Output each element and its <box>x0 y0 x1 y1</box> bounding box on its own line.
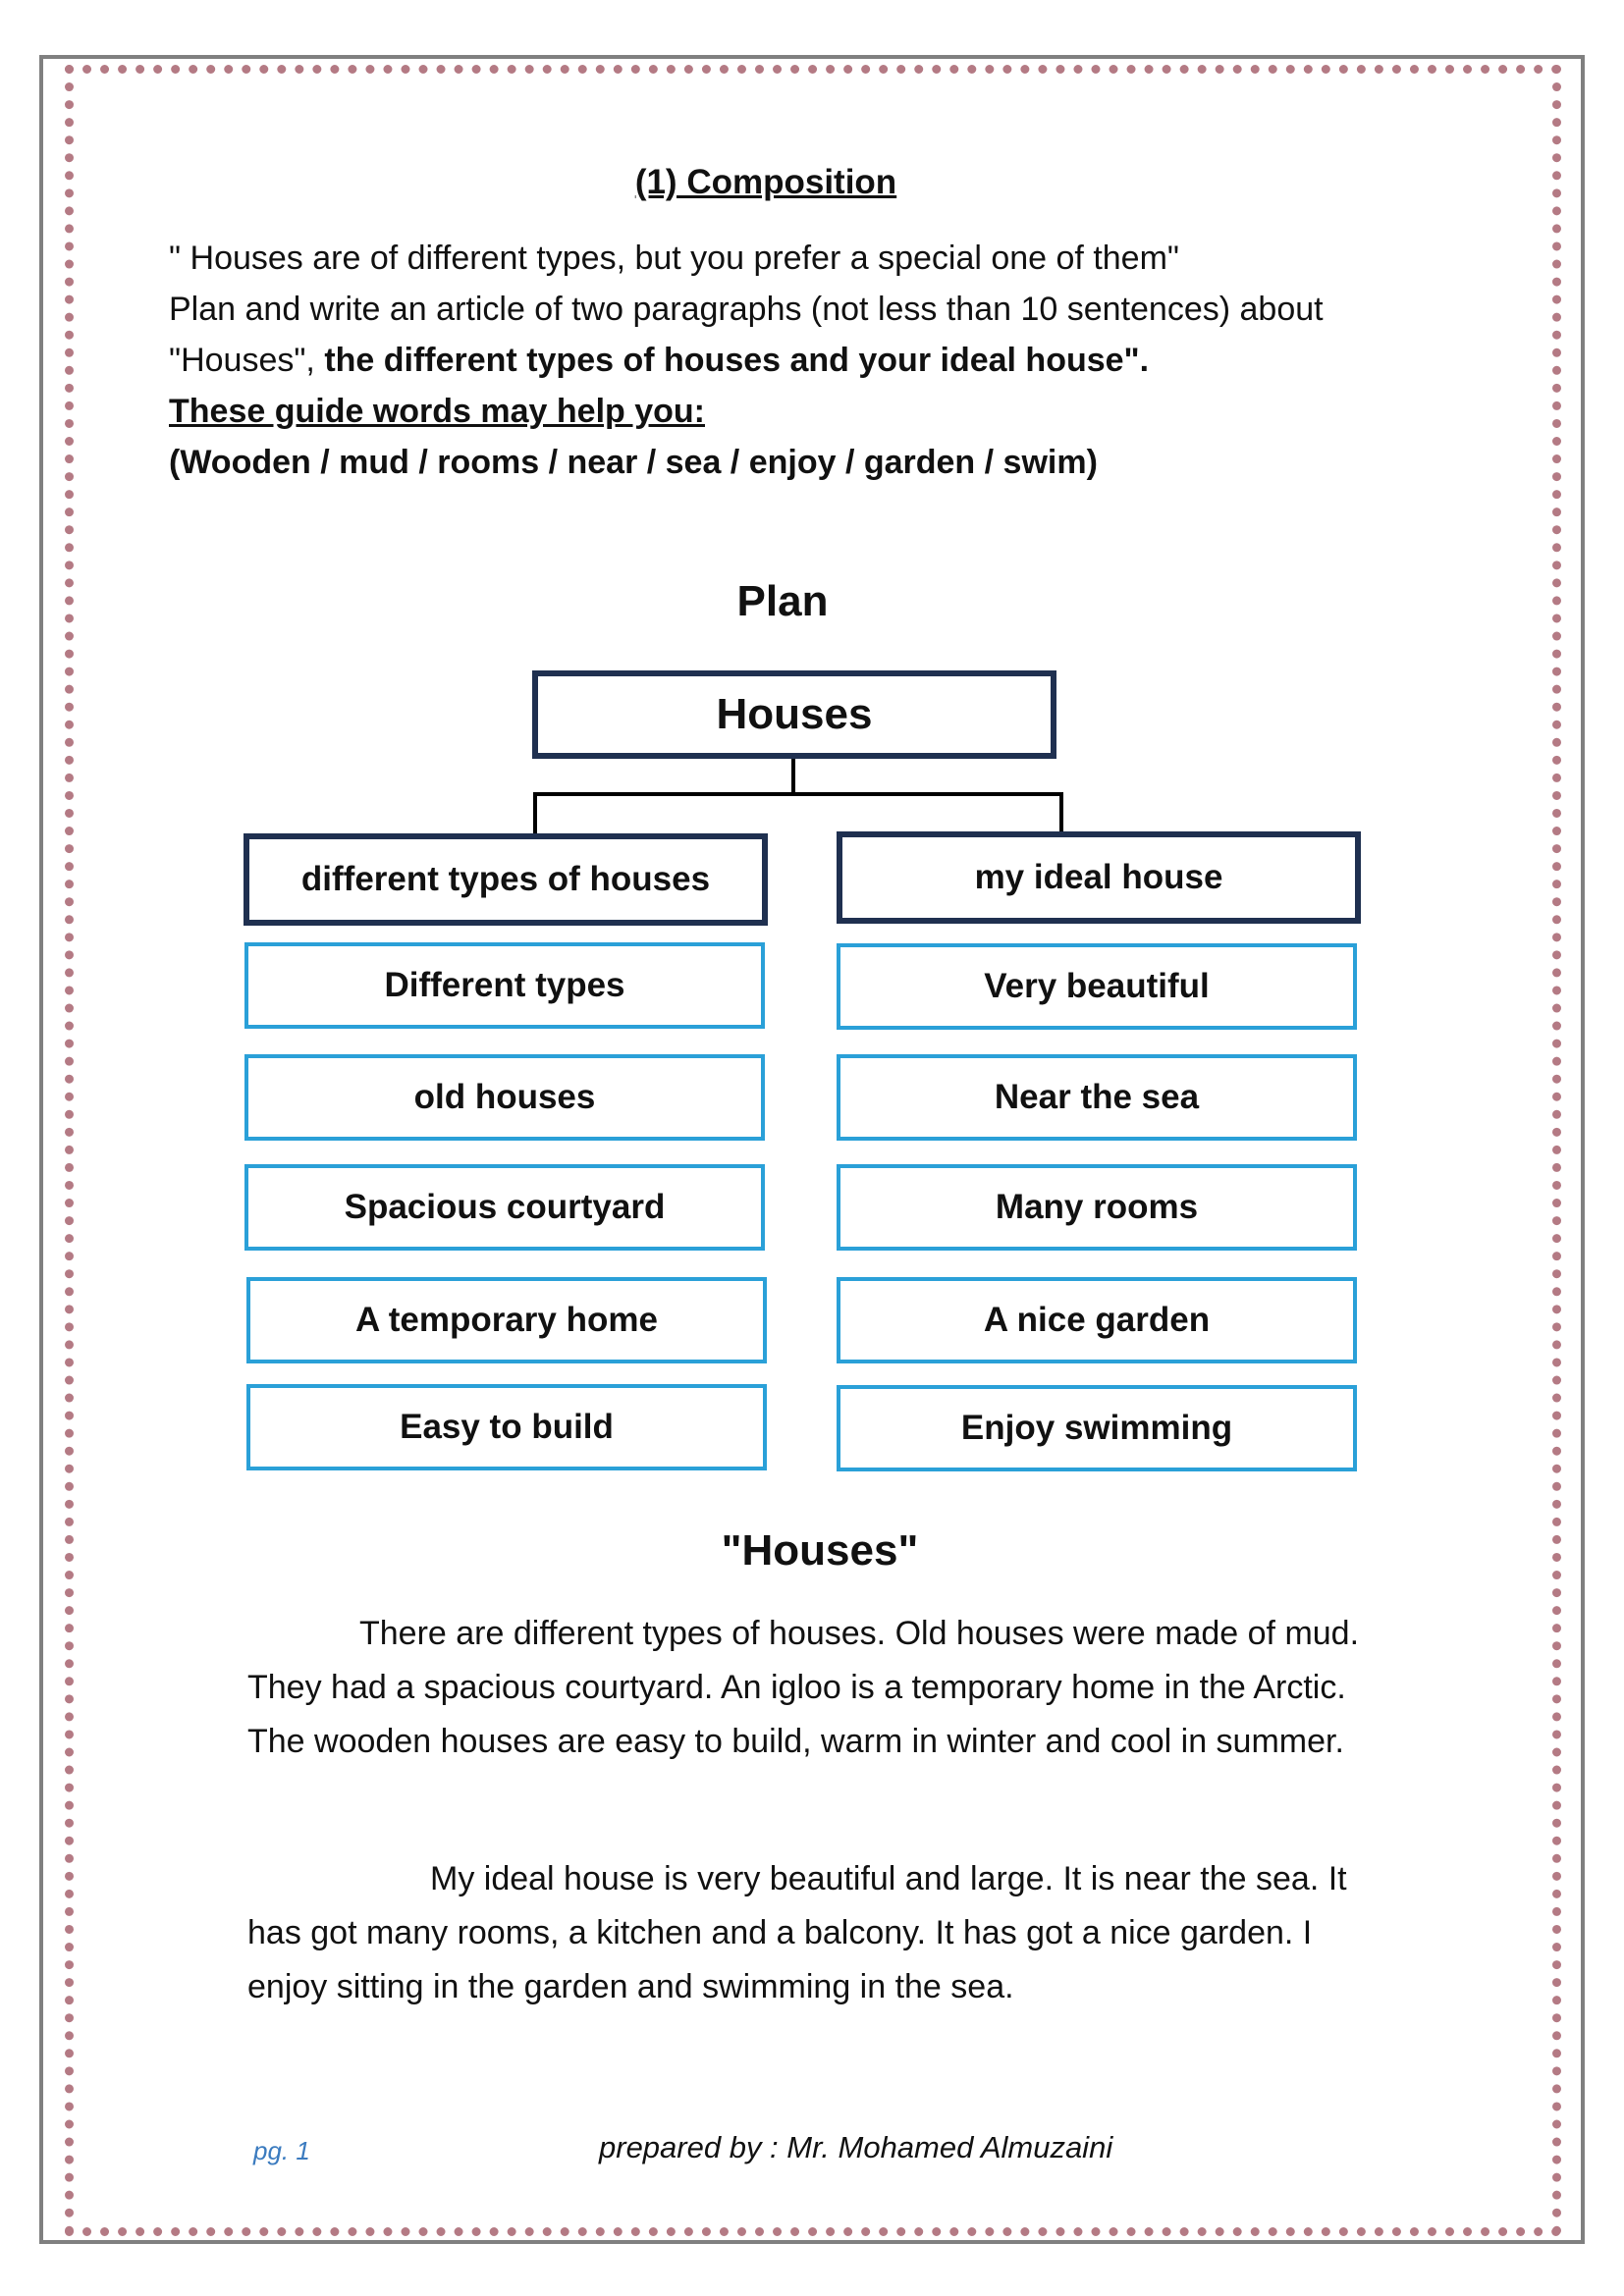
prompt-instruction: Plan and write an article of two paragraphs (not less than 10 sentences) about <box>169 291 1324 328</box>
connector-left-down <box>533 792 537 835</box>
plan-right-item <box>837 1164 1357 1251</box>
plan-left-item <box>244 1164 765 1251</box>
plan-left-head-label: different types of houses <box>300 860 711 898</box>
plan-right-item-label: A nice garden <box>983 1301 1211 1339</box>
article-paragraph-1: There are different types of houses. Old houses were made of mud. They had a spacious courtyard. An igloo is a temporary home in the Arctic. The wooden houses are easy to build, warm in winter and cool in summer. <box>247 1615 1360 1760</box>
plan-root-box <box>532 670 1056 759</box>
connector-right-down <box>1059 792 1063 833</box>
guide-words-label: These guide words may help you: <box>169 393 705 430</box>
plan-left-item-label: Different types <box>384 966 625 1004</box>
plan-left-item <box>246 1384 767 1470</box>
prompt-topic-bold: the different types of houses and your ideal house". <box>324 342 1150 379</box>
article-title: "Houses" <box>721 1526 919 1575</box>
plan-left-item <box>244 1054 765 1141</box>
plan-right-item <box>837 1385 1357 1471</box>
plan-right-item <box>837 1054 1357 1141</box>
plan-right-item-label: Enjoy swimming <box>960 1409 1233 1447</box>
page-number: pg. 1 <box>253 2136 310 2165</box>
plan-left-item-label: A temporary home <box>355 1301 658 1339</box>
plan-right-item-label: Near the sea <box>994 1078 1200 1116</box>
plan-left-head-box <box>244 833 768 926</box>
connector-root-down <box>791 759 795 794</box>
prepared-by: prepared by : Mr. Mohamed Almuzaini <box>599 2130 1113 2164</box>
composition-heading: (1) Composition <box>634 163 897 201</box>
prompt-topic <box>169 335 1445 386</box>
plan-right-item <box>837 1277 1357 1363</box>
plan-left-item-label: Spacious courtyard <box>344 1188 666 1226</box>
connector-horizontal <box>533 792 1063 796</box>
plan-root-label: Houses <box>716 690 873 738</box>
plan-title: Plan <box>736 577 829 625</box>
prompt-topic-regular: "Houses", <box>169 342 325 379</box>
plan-right-item <box>837 943 1357 1030</box>
plan-left-item-label: old houses <box>413 1078 596 1116</box>
plan-left-item-label: Easy to build <box>400 1408 614 1446</box>
plan-left-item <box>244 942 765 1029</box>
plan-left-item <box>246 1277 767 1363</box>
guide-words: (Wooden / mud / rooms / near / sea / enjoy / garden / swim) <box>169 444 1098 481</box>
prompt-quote: " Houses are of different types, but you prefer a special one of them" <box>169 240 1179 277</box>
article-paragraph-2: My ideal house is very beautiful and large. It is near the sea. It has got many rooms, a kitchen and a balcony. It has got a nice garden. I enjoy sitting in the garden and swimming in the sea. <box>247 1860 1347 2005</box>
plan-right-head-label: my ideal house <box>974 858 1223 896</box>
plan-right-item-label: Many rooms <box>995 1188 1199 1226</box>
plan-right-item-label: Very beautiful <box>984 967 1210 1005</box>
plan-right-head-box <box>837 831 1361 924</box>
